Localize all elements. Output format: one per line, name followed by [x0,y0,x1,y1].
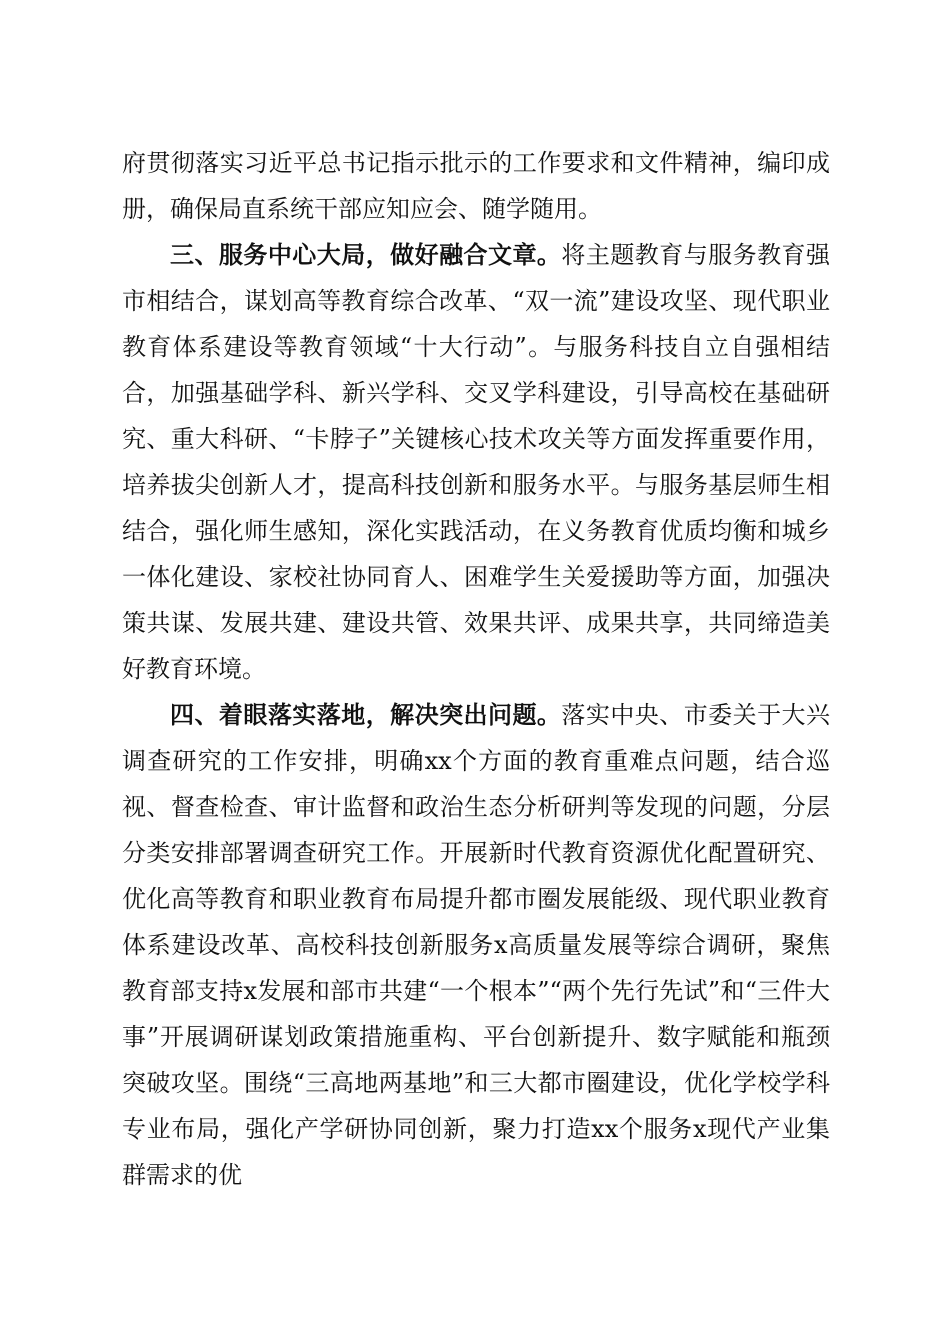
section-heading: 四、着眼落实落地，解决突出问题。 [170,701,562,729]
paragraph-section-three [122,232,830,692]
document-body [122,140,830,1198]
paragraph-continuation [122,140,830,232]
paragraph-text: 落实中央、市委关于大兴调查研究的工作安排，明确xx个方面的教育重难点问题，结合巡视、督查检查、审计监督和政治生态分析研判等发现的问题，分层分类安排部署调查研究工作。开展新时代教育资源优化配置研究、优化高等教育和职业教育布局提升都市圈发展能级、现代职业教育体系建设改革、高校科技创新服务x高质量发展等综合调研，聚焦教育部支持x发展和部市共建“一个根本”“两个先行先试”和“三件大事”开展调研谋划政策措施重构、平台创新提升、数字赋能和瓶颈突破攻坚。围绕“三高地两基地”和三大都市圈建设，优化学校学科专业布局，强化产学研协同创新，聚力打造xx个服务x现代产业集群需求的优 [122,701,831,1189]
section-heading: 三、服务中心大局，做好融合文章。 [170,241,562,269]
paragraph-text: 将主题教育与服务教育强市相结合，谋划高等教育综合改革、“双一流”建设攻坚、现代职业教育体系建设等教育领域“十大行动”。与服务科技自立自强相结合，加强基础学科、新兴学科、交叉学科建设，引导高校在基础研究、重大科研、“卡脖子”关键核心技术攻关等方面发挥重要作用，培养拔尖创新人才，提高科技创新和服务水平。与服务基层师生相结合，强化师生感知，深化实践活动，在义务教育优质均衡和城乡一体化建设、家校社协同育人、困难学生关爱援助等方面，加强决策共谋、发展共建、建设共管、效果共评、成果共享，共同缔造美好教育环境。 [122,241,831,683]
paragraph-text: 府贯彻落实习近平总书记指示批示的工作要求和文件精神，编印成册，确保局直系统干部应知应会、随学随用。 [122,149,830,223]
paragraph-section-four [122,692,830,1198]
